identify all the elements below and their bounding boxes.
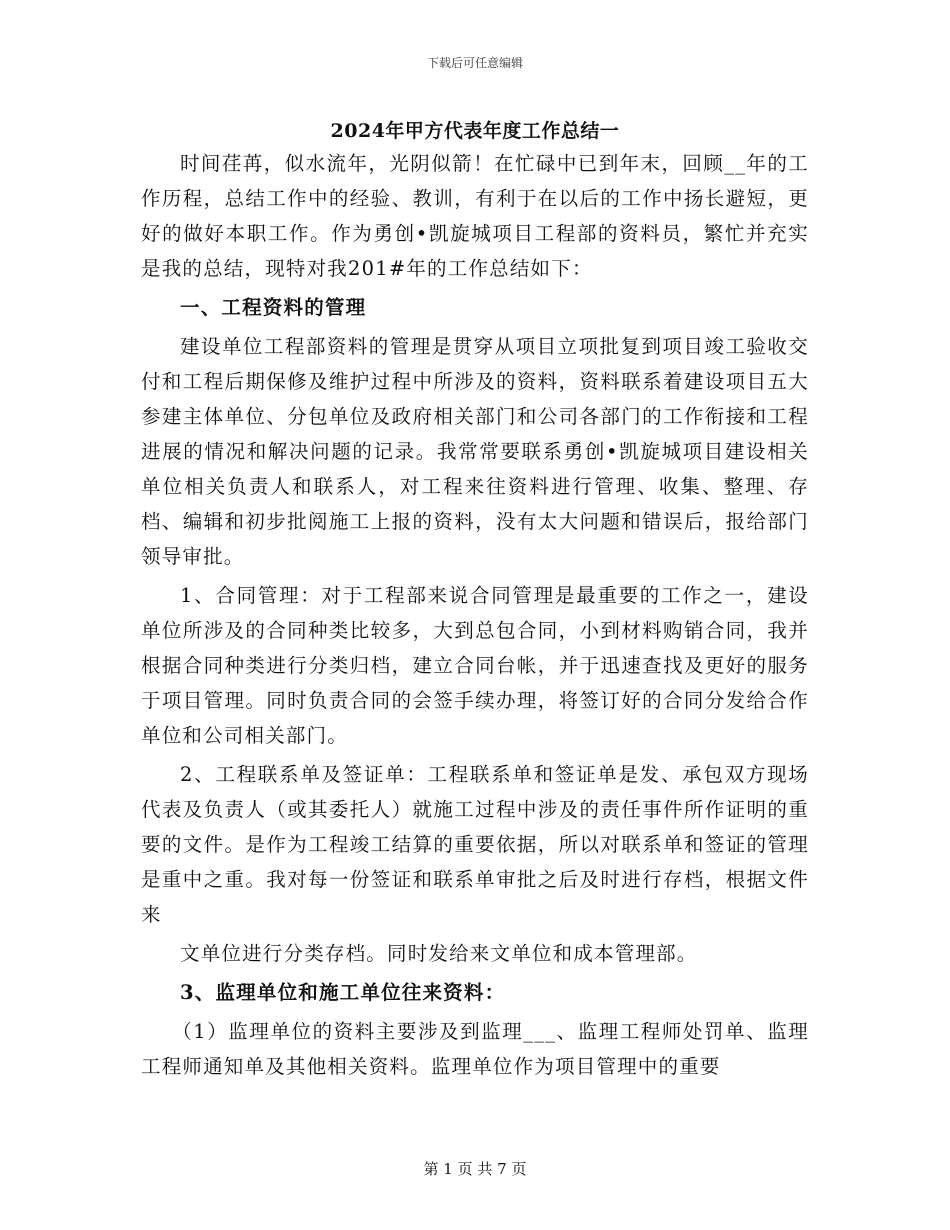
liaison-paragraph: 2、工程联系单及签证单：工程联系单和签证单是发、承包双方现场代表及负责人（或其委托人）就施工过程中涉及的责任事件所作证明的重要的文件。是作为工程竣工结算的重要依据，所以对联系单和签证的管理是重中之重。我对每一份签证和联系单审批之后及时进行存档，根据文件来 xyxy=(141,763,809,926)
document-title: 2024年甲方代表年度工作总结一 xyxy=(330,120,620,142)
document-body xyxy=(141,146,809,1084)
supervision-paragraph: （1）监理单位的资料主要涉及到监理___、监理工程师处罚单、监理工程师通知单及其他相关资料。监理单位作为项目管理中的重要 xyxy=(141,1020,809,1078)
header-note: 下载后可任意编辑 xyxy=(426,56,523,70)
contract-paragraph: 1、合同管理：对于工程部来说合同管理是最重要的工作之一，建设单位所涉及的合同种类比较多，大到总包合同，小到材料购销合同，我并根据合同种类进行分类归档，建立合同台帐，并于迅速查找及更好的服务于项目管理。同时负责合同的会签手续办理，将签订好的合同分发给合作单位和公司相关部门。 xyxy=(141,584,809,747)
liaison-continued: 文单位进行分类存档。同时发给来文单位和成本管理部。 xyxy=(180,942,698,965)
section-heading-1: 一、工程资料的管理 xyxy=(180,296,367,319)
page-footer: 第 1 页 共 7 页 xyxy=(423,1160,527,1178)
section-paragraph-1: 建设单位工程部资料的管理是贯穿从项目立项批复到项目竣工验收交付和工程后期保修及维护过程中所涉及的资料，资料联系着建设项目五大参建主体单位、分包单位及政府相关部门和公司各部门的工作衔接和工程进展的情况和解决问题的记录。我常常要联系勇创•凯旋城项目建设相关单位相关负责人和联系人，对工程来往资料进行管理、收集、整理、存档、编辑和初步批阅施工上报的资料，没有太大问题和错误后，报给部门领导审批。 xyxy=(141,335,809,568)
intro-paragraph: 时间荏苒，似水流年，光阴似箭！在忙碌中已到年末，回顾__年的工作历程，总结工作中的经验、教训，有利于在以后的工作中扬长避短，更好的做好本职工作。作为勇创•凯旋城项目工程部的资料员，繁忙并充实是我的总结，现特对我201#年的工作总结如下： xyxy=(141,152,809,280)
section-heading-3: 3、监理单位和施工单位往来资料： xyxy=(180,981,506,1004)
